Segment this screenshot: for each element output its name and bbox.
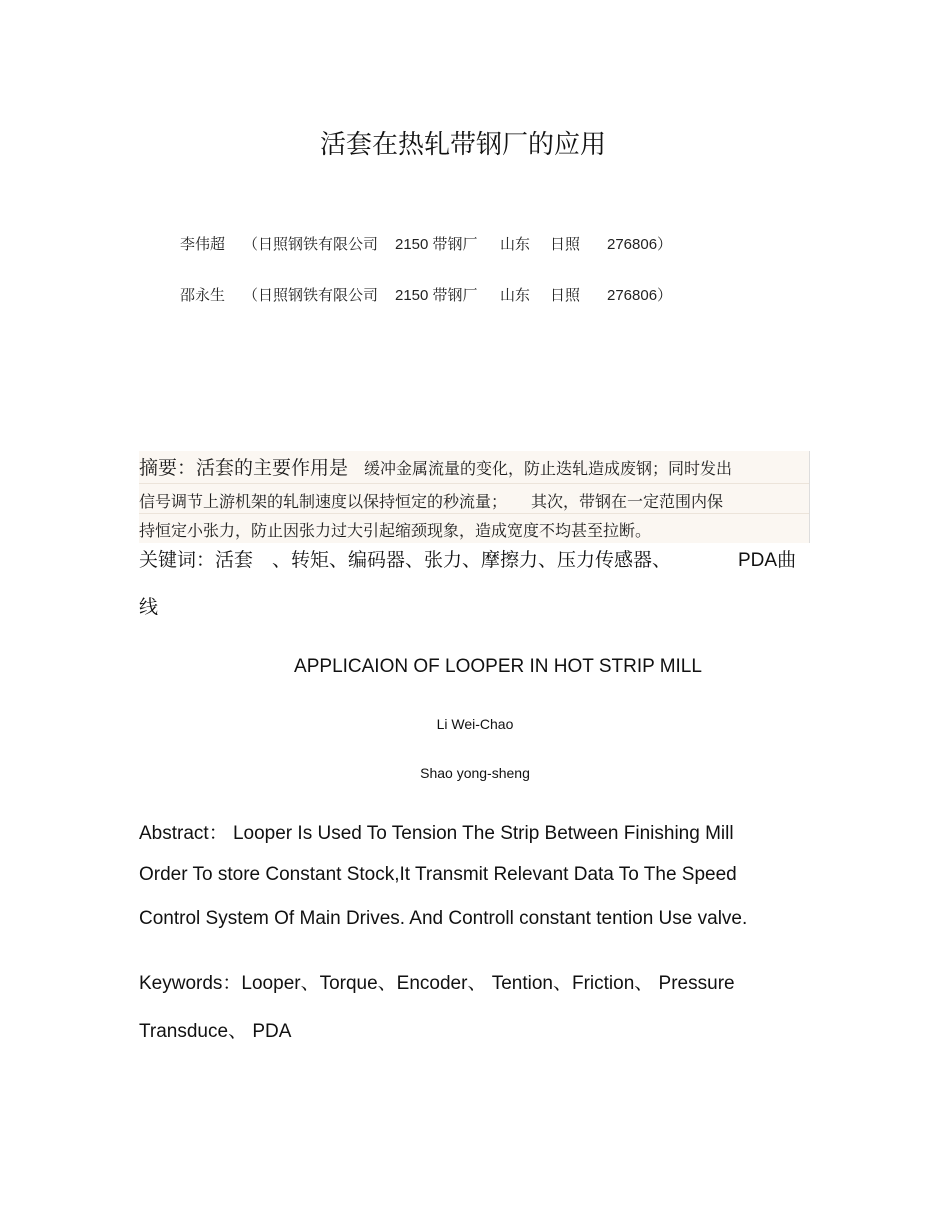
divider xyxy=(139,513,809,514)
abstract-cn-line-1 xyxy=(139,453,732,480)
keywords-cn-pda-suffix: 曲 xyxy=(777,549,797,571)
author-city: 日照 xyxy=(550,286,581,304)
author-dept: 2150 带钢厂 xyxy=(395,287,478,304)
author-en-1: Li Wei-Chao xyxy=(436,716,514,732)
divider xyxy=(139,483,809,484)
keywords-cn-pda xyxy=(738,545,796,572)
keywords-cn: 关键词：活套 、转矩、编码器、张力、摩擦力、压力传感器、 xyxy=(139,549,672,571)
abstract-cn-block xyxy=(139,451,810,543)
abstract-en-line-3: Control System Of Main Drives. And Controll constant tention Use valve. xyxy=(139,908,748,929)
author-name: 李伟超 xyxy=(180,235,226,253)
author-org: （日照钢铁有限公司 xyxy=(243,235,379,253)
paper-title-cn: 活套在热轧带钢厂的应用 xyxy=(319,130,606,160)
author-zip: 276806） xyxy=(607,287,673,304)
author-org: （日照钢铁有限公司 xyxy=(243,286,379,304)
author-en-2: Shao yong-sheng xyxy=(420,765,530,781)
abstract-en-line-2: Order To store Constant Stock,It Transmit Relevant Data To The Speed xyxy=(139,864,737,885)
abstract-cn-text: 缓冲金属流量的变化，防止迭轧造成废钢；同时发出 xyxy=(364,459,733,478)
paper-title-en: APPLICAION OF LOOPER IN HOT STRIP MILL xyxy=(294,656,702,677)
author-province: 山东 xyxy=(500,235,531,253)
keywords-cn-pda-text: PDA xyxy=(738,550,778,571)
abstract-cn-line-2: 信号调节上游机架的轧制速度以保持恒定的秒流量； 其次，带钢在一定范围内保 xyxy=(139,492,724,511)
abstract-cn-line-3: 持恒定小张力，防止因张力过大引起缩颈现象，造成宽度不均甚至拉断。 xyxy=(139,521,652,540)
abstract-en-line-1: Abstract： Looper Is Used To Tension The Strip Between Finishing Mill xyxy=(139,823,734,844)
keywords-cn-line-2: 线 xyxy=(139,596,159,618)
author-province: 山东 xyxy=(500,286,531,304)
author-city: 日照 xyxy=(550,235,581,253)
author-dept: 2150 带钢厂 xyxy=(395,236,478,253)
abstract-cn-label: 摘要：活套的主要作用是 xyxy=(139,457,349,479)
keywords-en-line-2: Transduce、 PDA xyxy=(139,1021,292,1042)
author-name: 邵永生 xyxy=(180,286,226,304)
keywords-en-line-1: Keywords：Looper、Torque、Encoder、 Tention、Friction、 Pressure xyxy=(139,973,735,994)
author-zip: 276806） xyxy=(607,236,673,253)
